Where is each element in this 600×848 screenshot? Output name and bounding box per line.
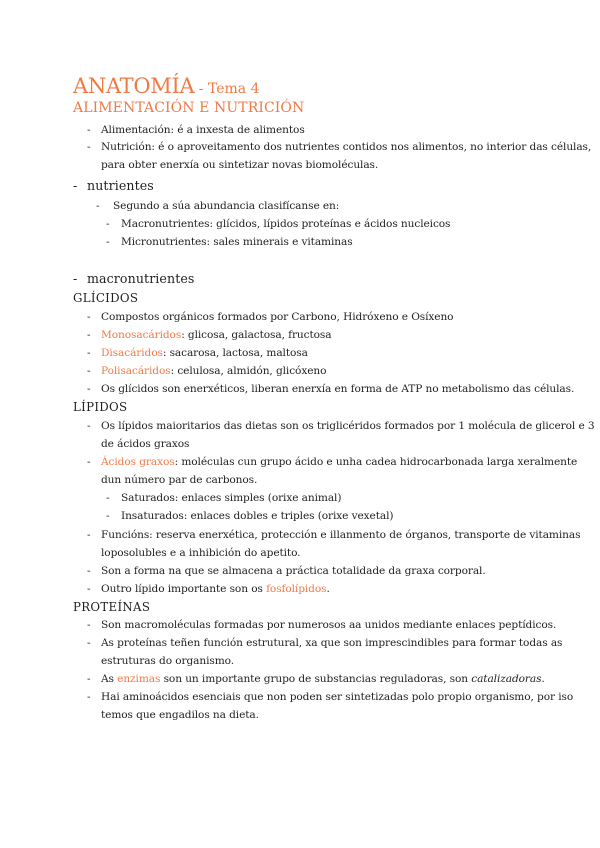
bullet: -	[73, 271, 78, 286]
term-fosfolipidos: fosfolípidos	[266, 583, 327, 595]
bullet: -	[106, 510, 110, 522]
heading-glicidos: GLÍCIDOS	[73, 291, 139, 305]
heading-nutrientes: nutrientes	[87, 178, 154, 193]
bullet: -	[106, 236, 110, 248]
bullet: -	[87, 565, 91, 577]
list-item: Nutrición: é o aproveitamento dos nutrientes contidos nos alimentos, no interior das células,	[101, 141, 592, 153]
term-disacaridos: Disacáridos	[101, 347, 163, 359]
list-item: Son a forma na que se almacena a práctica totalidade da graxa corporal.	[101, 565, 486, 577]
term-acidos-graxos: Ácidos graxos	[101, 456, 175, 468]
list-item: Micronutrientes: sales minerais e vitaminas	[121, 236, 353, 248]
list-item-continuation: dun número par de carbonos.	[101, 474, 258, 486]
heading-macronutrientes: macronutrientes	[87, 271, 195, 286]
bullet: -	[87, 583, 91, 595]
bullet: -	[106, 492, 110, 504]
list-item: Saturados: enlaces simples (orixe animal)	[121, 492, 342, 504]
list-item: Monosacáridos: glicosa, galactosa, fructosa	[101, 329, 332, 341]
list-item: Macronutrientes: glícidos, lípidos proteínas e ácidos nucleicos	[121, 218, 451, 230]
bullet: -	[73, 178, 78, 193]
section-title: ALIMENTACIÓN E NUTRICIÓN	[73, 100, 305, 116]
list-item: As proteínas teñen función estrutural, xa que son imprescindibles para formar todas as	[101, 637, 563, 649]
heading-lipidos: LÍPIDOS	[73, 400, 128, 414]
list-item: Alimentación: é a inxesta de alimentos	[101, 124, 305, 136]
term-enzimas: enzimas	[117, 673, 161, 685]
bullet: -	[87, 529, 91, 541]
bullet: -	[87, 141, 91, 153]
bullet: -	[87, 691, 91, 703]
bullet: -	[87, 619, 91, 631]
list-item: Os glícidos son enerxéticos, liberan enerxía en forma de ATP no metabolismo das células.	[101, 383, 575, 395]
term-monosacaridos: Monosacáridos	[101, 329, 182, 341]
list-item-continuation: estruturas do organismo.	[101, 655, 235, 667]
list-item: Disacáridos: sacarosa, lactosa, maltosa	[101, 347, 308, 359]
bullet: -	[87, 124, 91, 136]
list-item: As enzimas son un importante grupo de substancias reguladoras, son catalizadoras.	[101, 673, 545, 685]
list-item: Outro lípido importante son os fosfolípidos.	[101, 583, 330, 595]
list-item-continuation: de ácidos graxos	[101, 438, 190, 450]
bullet: -	[87, 420, 91, 432]
list-item-continuation: loposolubles e a inhibición do apetito.	[101, 547, 301, 559]
bullet: -	[87, 673, 91, 685]
bullet: -	[87, 311, 91, 323]
bullet: -	[87, 365, 91, 377]
list-item: Os lípidos maioritarios das dietas son os triglicéridos formados por 1 molécula de glicerol e 3	[101, 420, 595, 432]
list-item: Son macromoléculas formadas por numerosos aa unidos mediante enlaces peptídicos.	[101, 619, 557, 631]
list-item: Hai aminoácidos esenciais que non poden ser sintetizadas polo propio organismo, por iso	[101, 691, 574, 703]
heading-proteinas: PROTEÍNAS	[73, 600, 151, 614]
list-item: Polisacáridos: celulosa, almidón, glicóxeno	[101, 365, 327, 377]
list-item: Segundo a súa abundancia clasifícanse en:	[113, 200, 340, 212]
bullet: -	[106, 218, 110, 230]
page-title: ANATOMÍA - Tema 4	[73, 74, 260, 98]
list-item: Ácidos graxos: moléculas cun grupo ácido e unha cadea hidrocarbonada larga xeralmente	[101, 456, 578, 468]
list-item: Funcións: reserva enerxética, protección e illanmento de órganos, transporte de vitaminas	[101, 529, 581, 541]
list-item: Compostos orgánicos formados por Carbono, Hidróxeno e Osíxeno	[101, 311, 454, 323]
bullet: -	[87, 456, 91, 468]
list-item-continuation: temos que engadilos na dieta.	[101, 709, 259, 721]
bullet: -	[87, 637, 91, 649]
list-item-continuation: para obter enerxía ou sintetizar novas biomoléculas.	[101, 159, 379, 171]
bullet: -	[87, 347, 91, 359]
term-polisacaridos: Polisacáridos	[101, 365, 171, 377]
bullet: -	[87, 329, 91, 341]
bullet: -	[96, 200, 100, 212]
bullet: -	[87, 383, 91, 395]
list-item: Insaturados: enlaces dobles e triples (orixe vexetal)	[121, 510, 394, 522]
